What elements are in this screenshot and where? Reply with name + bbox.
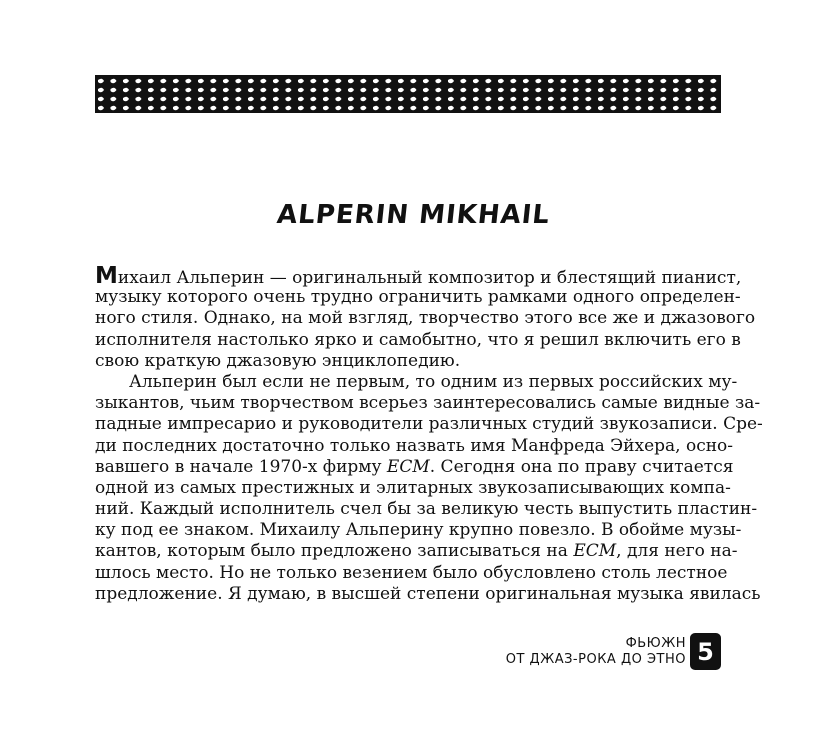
footer-subtitle: ОТ ДЖАЗ-РОКА ДО ЭТНО <box>505 652 686 667</box>
text-line: вавшего в начале 1970-х фирму ECM. Сегодня она по праву считается <box>95 456 734 477</box>
text-line: ного стиля. Однако, на мой взгляд, творчество этого все же и джазового <box>95 308 756 329</box>
text-line: падные импресарио и руководители различных студий звукозаписи. Сре- <box>95 414 763 435</box>
text-line: ний. Каждый исполнитель счел бы за великую честь выпустить пластин- <box>95 499 758 520</box>
drop-cap: М <box>95 263 118 289</box>
text-line: музыку которого очень трудно ограничить рамками одного определен- <box>95 287 741 308</box>
text-line: одной из самых престижных и элитарных звукозаписывающих компа- <box>95 477 731 498</box>
article-title: ALPERIN MIKHAIL <box>275 200 552 230</box>
text-line: ку под ее знаком. Михаилу Альперину крупно повезло. В обойме музы- <box>95 520 742 541</box>
ecm-label: ECM <box>386 456 430 477</box>
footer-section: ФЬЮЖН <box>625 636 686 651</box>
running-footer <box>506 636 686 668</box>
text-line: свою краткую джазовую энциклопедию. <box>95 350 461 371</box>
text-line: Михаил Альперин — оригинальный композитор и блестящий пианист, <box>95 263 742 289</box>
page-number: 5 <box>690 633 721 670</box>
text-line: исполнителя настолько ярко и самобытно, что я решил включить его в <box>95 329 741 350</box>
ornamental-border <box>95 75 721 113</box>
text-line: зыкантов, чьим творчеством всерьез заинтересовались самые видные за- <box>95 393 761 414</box>
text-line: предложение. Я думаю, в высшей степени оригинальная музыка явилась <box>95 583 761 604</box>
text-line: шлось место. Но не только везением было обусловлено столь лестное <box>95 562 728 583</box>
text-line: кантов, которым было предложено записываться на ECM, для него на- <box>95 541 738 562</box>
article-body <box>95 263 763 605</box>
text-line: ди последних достаточно только назвать имя Манфреда Эйхера, осно- <box>95 435 734 456</box>
ecm-label: ECM <box>573 541 617 562</box>
text-line: Альперин был если не первым, то одним из первых российских му- <box>129 371 738 392</box>
